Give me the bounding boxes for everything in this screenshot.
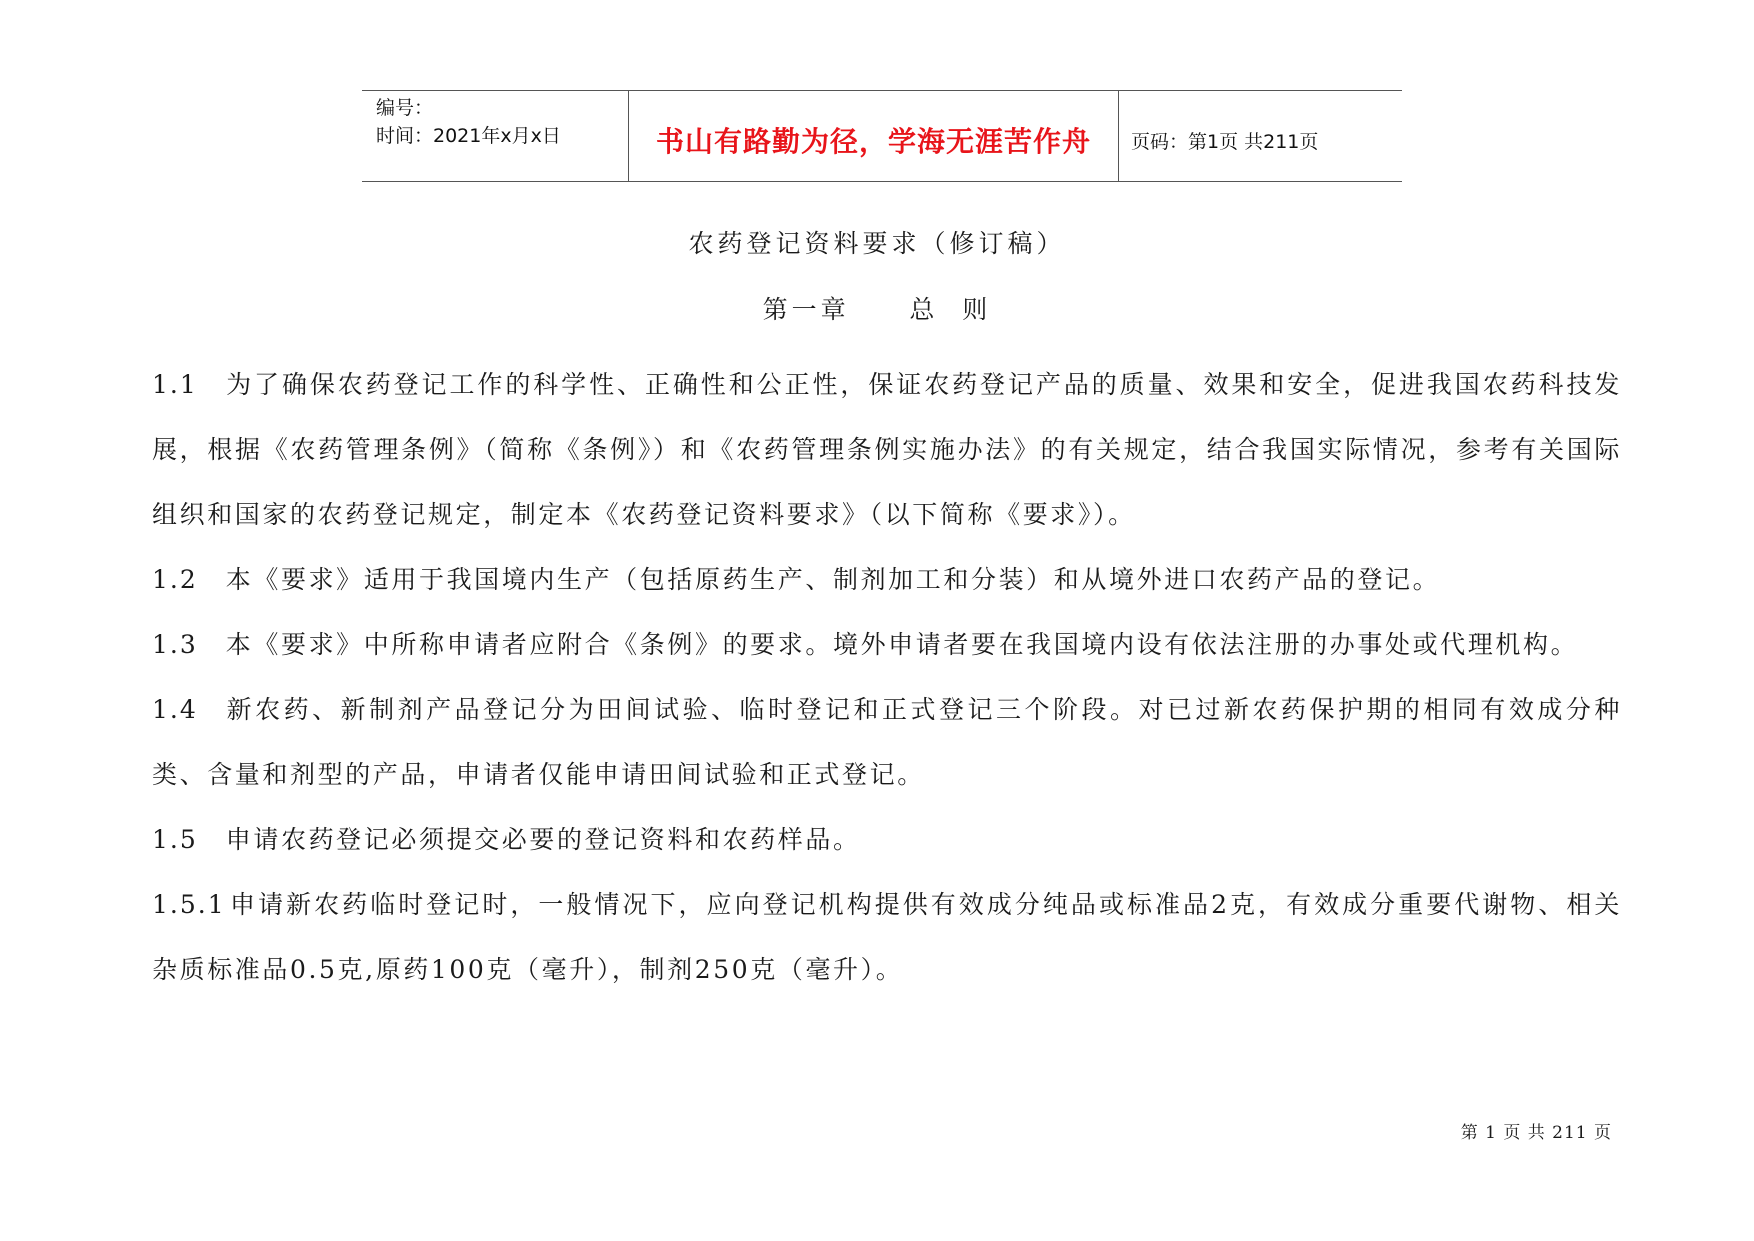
paragraph-text: 申请新农药临时登记时，一般情况下，应向登记机构提供有效成分纯品或标准品2克，有效成分重要代谢物、相关杂质标准品0.5克,原药100克（毫升），制剂250克（毫升）。 — [152, 890, 1622, 984]
paragraph — [152, 547, 1622, 612]
document-header — [362, 90, 1402, 182]
clause-number: 1.5.1 — [152, 890, 226, 919]
paragraph-text: 本《要求》适用于我国境内生产（包括原药生产、制剂加工和分装）和从境外进口农药产品的登记。 — [225, 565, 1441, 594]
clause-number: 1.1 — [152, 370, 198, 399]
paragraph — [152, 612, 1622, 677]
document-title: 农药登记资料要求（修订稿） — [688, 229, 1066, 258]
paragraph — [152, 807, 1622, 872]
document-date-label: 时间：2021年x月x日 — [376, 125, 561, 147]
header-middle-cell — [628, 91, 1119, 181]
header-right-cell — [1119, 91, 1402, 181]
paragraph — [152, 677, 1622, 807]
chapter-heading: 第一章 总 则 — [762, 295, 992, 324]
paragraph-text: 本《要求》中所称申请者应附合《条例》的要求。境外申请者要在我国境内设有依法注册的办事处或代理机构。 — [225, 630, 1579, 659]
paragraph-text: 新农药、新制剂产品登记分为田间试验、临时登记和正式登记三个阶段。对已过新农药保护期的相同有效成分种类、含量和剂型的产品，申请者仅能申请田间试验和正式登记。 — [152, 695, 1622, 789]
clause-number: 1.4 — [152, 695, 198, 724]
clause-number: 1.3 — [152, 630, 198, 659]
paragraph-text: 申请农药登记必须提交必要的登记资料和农药样品。 — [225, 825, 861, 854]
paragraph — [152, 872, 1622, 1002]
document-number-label: 编号： — [376, 97, 434, 119]
header-page-info: 页码：第1页 共211页 — [1131, 130, 1319, 153]
paragraph — [152, 352, 1622, 547]
paragraph-text: 为了确保农药登记工作的科学性、正确性和公正性，保证农药登记产品的质量、效果和安全，促进我国农药科技发展，根据《农药管理条例》（简称《条例》）和《农药管理条例实施办法》的有关规定，结合我国实际情况，参考有关国际组织和国家的农药登记规定，制定本《农药登记资料要求》（以下简称《要求》）。 — [152, 370, 1622, 529]
page-footer: 第 1 页 共 211 页 — [1460, 1123, 1612, 1143]
header-left-cell — [362, 91, 628, 181]
header-motto: 书山有路勤为径，学海无涯苦作舟 — [655, 125, 1091, 158]
clause-number: 1.2 — [152, 565, 198, 594]
document-body — [152, 352, 1622, 1002]
clause-number: 1.5 — [152, 825, 198, 854]
